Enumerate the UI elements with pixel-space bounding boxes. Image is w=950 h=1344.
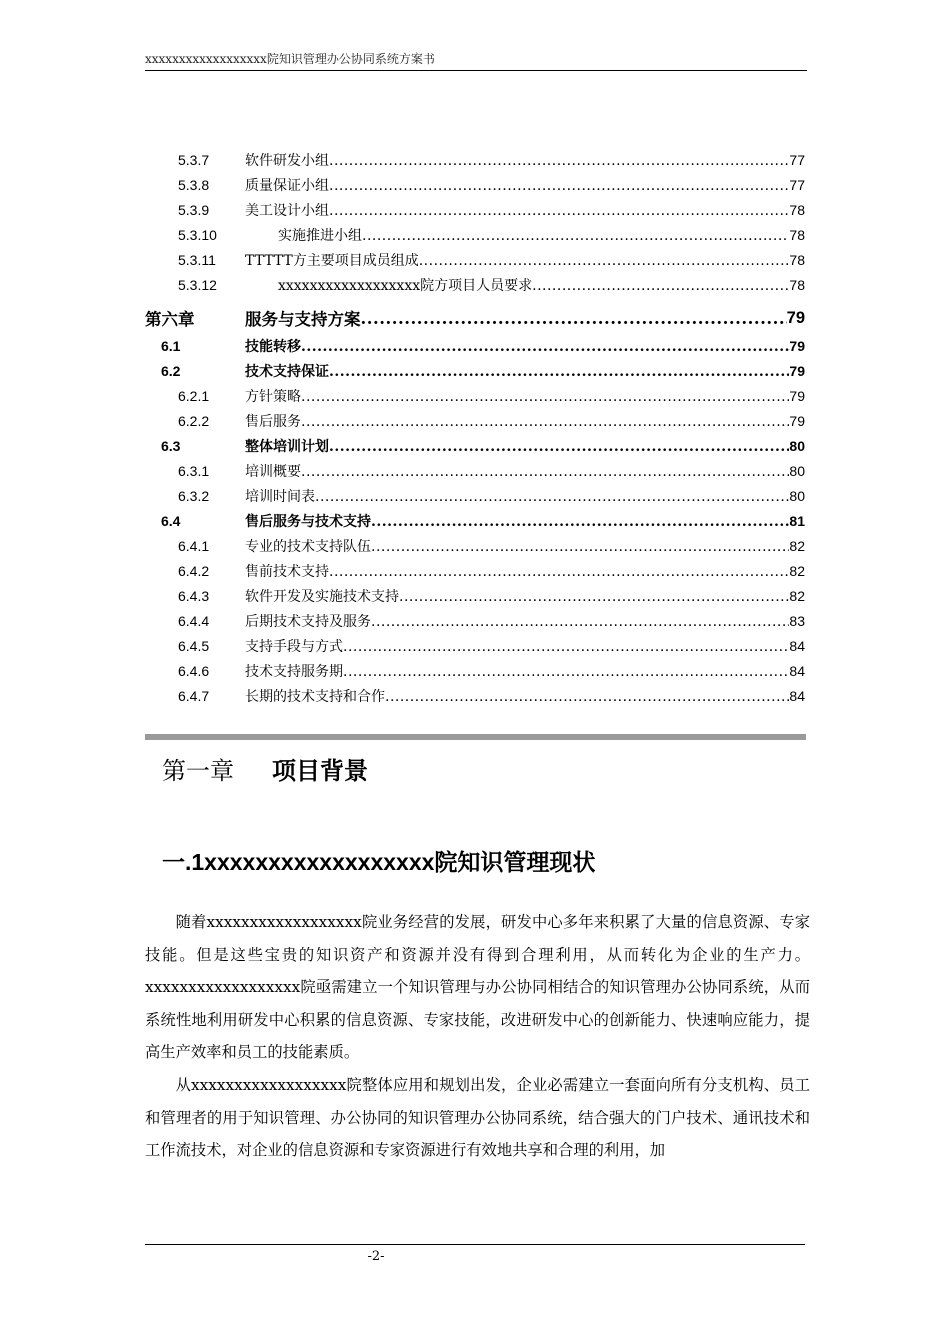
toc-entry-title: 长期的技术支持和合作 bbox=[245, 689, 385, 705]
toc-entry-page: 82 bbox=[789, 588, 805, 604]
toc-entry[interactable] bbox=[145, 461, 805, 486]
toc-entry-number: 5.3.12 bbox=[178, 277, 217, 293]
toc-entry-title: 培训概要 bbox=[245, 464, 301, 480]
toc-entry-title: 技能转移 bbox=[245, 339, 301, 355]
toc-entry-title: 技术支持保证 bbox=[245, 364, 329, 380]
toc-entry[interactable] bbox=[145, 386, 805, 411]
toc-entry-title: 售前技术支持 bbox=[245, 564, 329, 580]
toc-entry-number: 6.4.4 bbox=[178, 613, 210, 629]
toc-entry-title: xxxxxxxxxxxxxxxxxx院方项目人员要求 bbox=[278, 278, 533, 294]
toc-entry-number: 5.3.10 bbox=[178, 227, 217, 243]
toc-entry[interactable] bbox=[145, 561, 805, 586]
toc-entry-page: 79 bbox=[789, 388, 805, 404]
toc-entry[interactable] bbox=[145, 336, 805, 361]
toc-entry-title: TTTTT方主要项目成员组成 bbox=[245, 253, 419, 269]
toc-dot-leader bbox=[301, 389, 789, 405]
toc-entry[interactable] bbox=[145, 411, 805, 436]
toc-entry-page: 84 bbox=[789, 638, 805, 654]
toc-entry-number: 6.2.2 bbox=[178, 413, 210, 429]
toc-entry-title: 方针策略 bbox=[245, 389, 301, 405]
page-number: -2- bbox=[367, 1249, 385, 1264]
toc-entry[interactable] bbox=[145, 361, 805, 386]
toc-dot-leader bbox=[385, 689, 789, 705]
toc-dot-leader bbox=[301, 339, 789, 355]
toc-entry-title: 服务与支持方案 bbox=[245, 310, 361, 329]
toc-entry-number: 6.2.1 bbox=[178, 388, 210, 404]
toc-entry-page: 82 bbox=[789, 563, 805, 579]
toc-dot-leader bbox=[399, 589, 789, 605]
toc-entry-number: 6.3.2 bbox=[178, 488, 210, 504]
toc-entry[interactable] bbox=[145, 250, 805, 275]
toc-entry-number: 6.4.3 bbox=[178, 588, 210, 604]
section-heading: 一.1xxxxxxxxxxxxxxxxxx院知识管理现状 bbox=[162, 849, 596, 875]
toc-dot-leader bbox=[301, 464, 789, 480]
toc-entry-title: 实施推进小组 bbox=[278, 228, 362, 244]
toc-entry-page: 80 bbox=[789, 488, 805, 504]
toc-entry-page: 79 bbox=[789, 363, 805, 379]
toc-dot-leader bbox=[343, 639, 789, 655]
toc-entry-page: 81 bbox=[789, 513, 805, 529]
toc-entry[interactable] bbox=[145, 511, 805, 536]
toc-entry-page: 79 bbox=[789, 338, 805, 354]
toc-entry[interactable] bbox=[145, 225, 805, 250]
toc-entry-page: 80 bbox=[789, 463, 805, 479]
toc-entry-number: 6.4.1 bbox=[178, 538, 210, 554]
footer-rule bbox=[145, 1244, 805, 1245]
toc-entry-number: 6.4.2 bbox=[178, 563, 210, 579]
toc-entry-number: 6.4.7 bbox=[178, 688, 210, 704]
toc-entry-page: 83 bbox=[789, 613, 805, 629]
toc-entry[interactable] bbox=[145, 200, 805, 225]
toc-entry-page: 79 bbox=[786, 308, 805, 327]
toc-entry-title: 培训时间表 bbox=[245, 489, 315, 505]
page-header bbox=[145, 50, 807, 71]
toc-entry[interactable] bbox=[145, 300, 805, 336]
toc-entry-number: 6.2 bbox=[161, 363, 181, 379]
toc-entry-title: 质量保证小组 bbox=[245, 178, 329, 194]
toc-entry-number: 5.3.11 bbox=[178, 252, 216, 268]
toc-dot-leader bbox=[343, 664, 789, 680]
toc-entry-title: 后期技术支持及服务 bbox=[245, 614, 371, 630]
toc-entry-page: 77 bbox=[789, 152, 805, 168]
toc-entry[interactable] bbox=[145, 175, 805, 200]
toc-entry-title: 支持手段与方式 bbox=[245, 639, 343, 655]
chapter-number: 第一章 bbox=[162, 757, 234, 785]
toc-entry-page: 77 bbox=[789, 177, 805, 193]
toc-entry-page: 79 bbox=[789, 413, 805, 429]
toc-entry-title: 美工设计小组 bbox=[245, 203, 329, 219]
toc-dot-leader bbox=[329, 439, 789, 455]
toc-entry[interactable] bbox=[145, 275, 805, 300]
toc-dot-leader bbox=[329, 153, 789, 169]
toc-entry-page: 82 bbox=[789, 538, 805, 554]
toc-dot-leader bbox=[329, 364, 789, 380]
toc-dot-leader bbox=[329, 178, 789, 194]
toc-entry-number: 6.4.6 bbox=[178, 663, 210, 679]
body-paragraph: 从xxxxxxxxxxxxxxxxxx院整体应用和规划出发，企业必需建立一套面向所有分支机构、员工和管理者的用于知识管理、办公协同的知识管理办公协同系统，结合强大的门户技术、通讯技术和工作流技术，对企业的信息资源和专家资源进行有效地共享和合理的利用，加 bbox=[145, 1075, 810, 1160]
toc-dot-leader bbox=[301, 414, 789, 430]
toc-dot-leader bbox=[532, 278, 789, 294]
toc-entry-number: 5.3.9 bbox=[178, 202, 210, 218]
toc-dot-leader bbox=[329, 203, 789, 219]
toc-entry-page: 80 bbox=[789, 438, 805, 454]
toc-entry[interactable] bbox=[145, 586, 805, 611]
toc-entry-title: 软件开发及实施技术支持 bbox=[245, 589, 399, 605]
toc-entry-number: 第六章 bbox=[145, 310, 195, 329]
toc-entry-number: 5.3.8 bbox=[178, 177, 210, 193]
body-paragraph: 随着xxxxxxxxxxxxxxxxxx院业务经营的发展，研发中心多年来积累了大量的信息资源、专家技能。但是这些宝贵的知识资产和资源并没有得到合理利用，从而转化为企业的生产力。xxxxxxxxxxxxxxxxxx院亟需建立一个知识管理与办公协同相结合的知识管理办公协同系统，从而系统性地利用研发中心积累的信息资源、专家技能，改进研发中心的创新能力、快速响应能力，提高生产效率和员工的技能素质。 bbox=[145, 913, 810, 1062]
toc-entry-number: 6.4.5 bbox=[178, 638, 210, 654]
chapter-title: 项目背景 bbox=[272, 757, 368, 785]
toc-entry[interactable] bbox=[145, 686, 805, 711]
toc-entry-page: 78 bbox=[789, 227, 805, 243]
toc-dot-leader bbox=[315, 489, 789, 505]
toc-entry-page: 78 bbox=[789, 202, 805, 218]
toc-dot-leader bbox=[329, 564, 789, 580]
toc-entry-page: 84 bbox=[789, 688, 805, 704]
toc-entry-title: 售后服务 bbox=[245, 414, 301, 430]
toc-entry-number: 6.3 bbox=[161, 438, 181, 454]
toc-dot-leader bbox=[371, 514, 789, 530]
chapter-divider-rule bbox=[145, 734, 806, 740]
toc-entry-title: 专业的技术支持队伍 bbox=[245, 539, 371, 555]
toc-entry[interactable] bbox=[145, 150, 805, 175]
toc-dot-leader bbox=[371, 614, 789, 630]
toc-entry-title: 整体培训计划 bbox=[245, 439, 329, 455]
toc-entry-title: 技术支持服务期 bbox=[245, 664, 343, 680]
toc-entry-number: 6.4 bbox=[161, 513, 181, 529]
table-of-contents bbox=[145, 150, 805, 711]
toc-entry[interactable] bbox=[145, 436, 805, 461]
toc-entry[interactable] bbox=[145, 611, 805, 636]
toc-dot-leader bbox=[361, 309, 787, 328]
header-title: xxxxxxxxxxxxxxxxxx院知识管理办公协同系统方案书 bbox=[145, 52, 435, 66]
toc-entry-page: 78 bbox=[789, 252, 805, 268]
toc-dot-leader bbox=[371, 539, 789, 555]
toc-entry-number: 6.1 bbox=[161, 338, 181, 354]
toc-entry[interactable] bbox=[145, 661, 805, 686]
toc-entry-number: 6.3.1 bbox=[178, 463, 210, 479]
toc-entry[interactable] bbox=[145, 536, 805, 561]
toc-entry-page: 78 bbox=[789, 277, 805, 293]
toc-entry[interactable] bbox=[145, 486, 805, 511]
toc-dot-leader bbox=[362, 228, 789, 244]
toc-dot-leader bbox=[419, 253, 790, 269]
toc-entry[interactable] bbox=[145, 636, 805, 661]
toc-entry-title: 售后服务与技术支持 bbox=[245, 514, 371, 530]
chapter-heading bbox=[162, 755, 368, 787]
toc-entry-number: 5.3.7 bbox=[178, 152, 210, 168]
toc-entry-title: 软件研发小组 bbox=[245, 153, 329, 169]
body-text bbox=[145, 906, 810, 1167]
toc-entry-page: 84 bbox=[789, 663, 805, 679]
